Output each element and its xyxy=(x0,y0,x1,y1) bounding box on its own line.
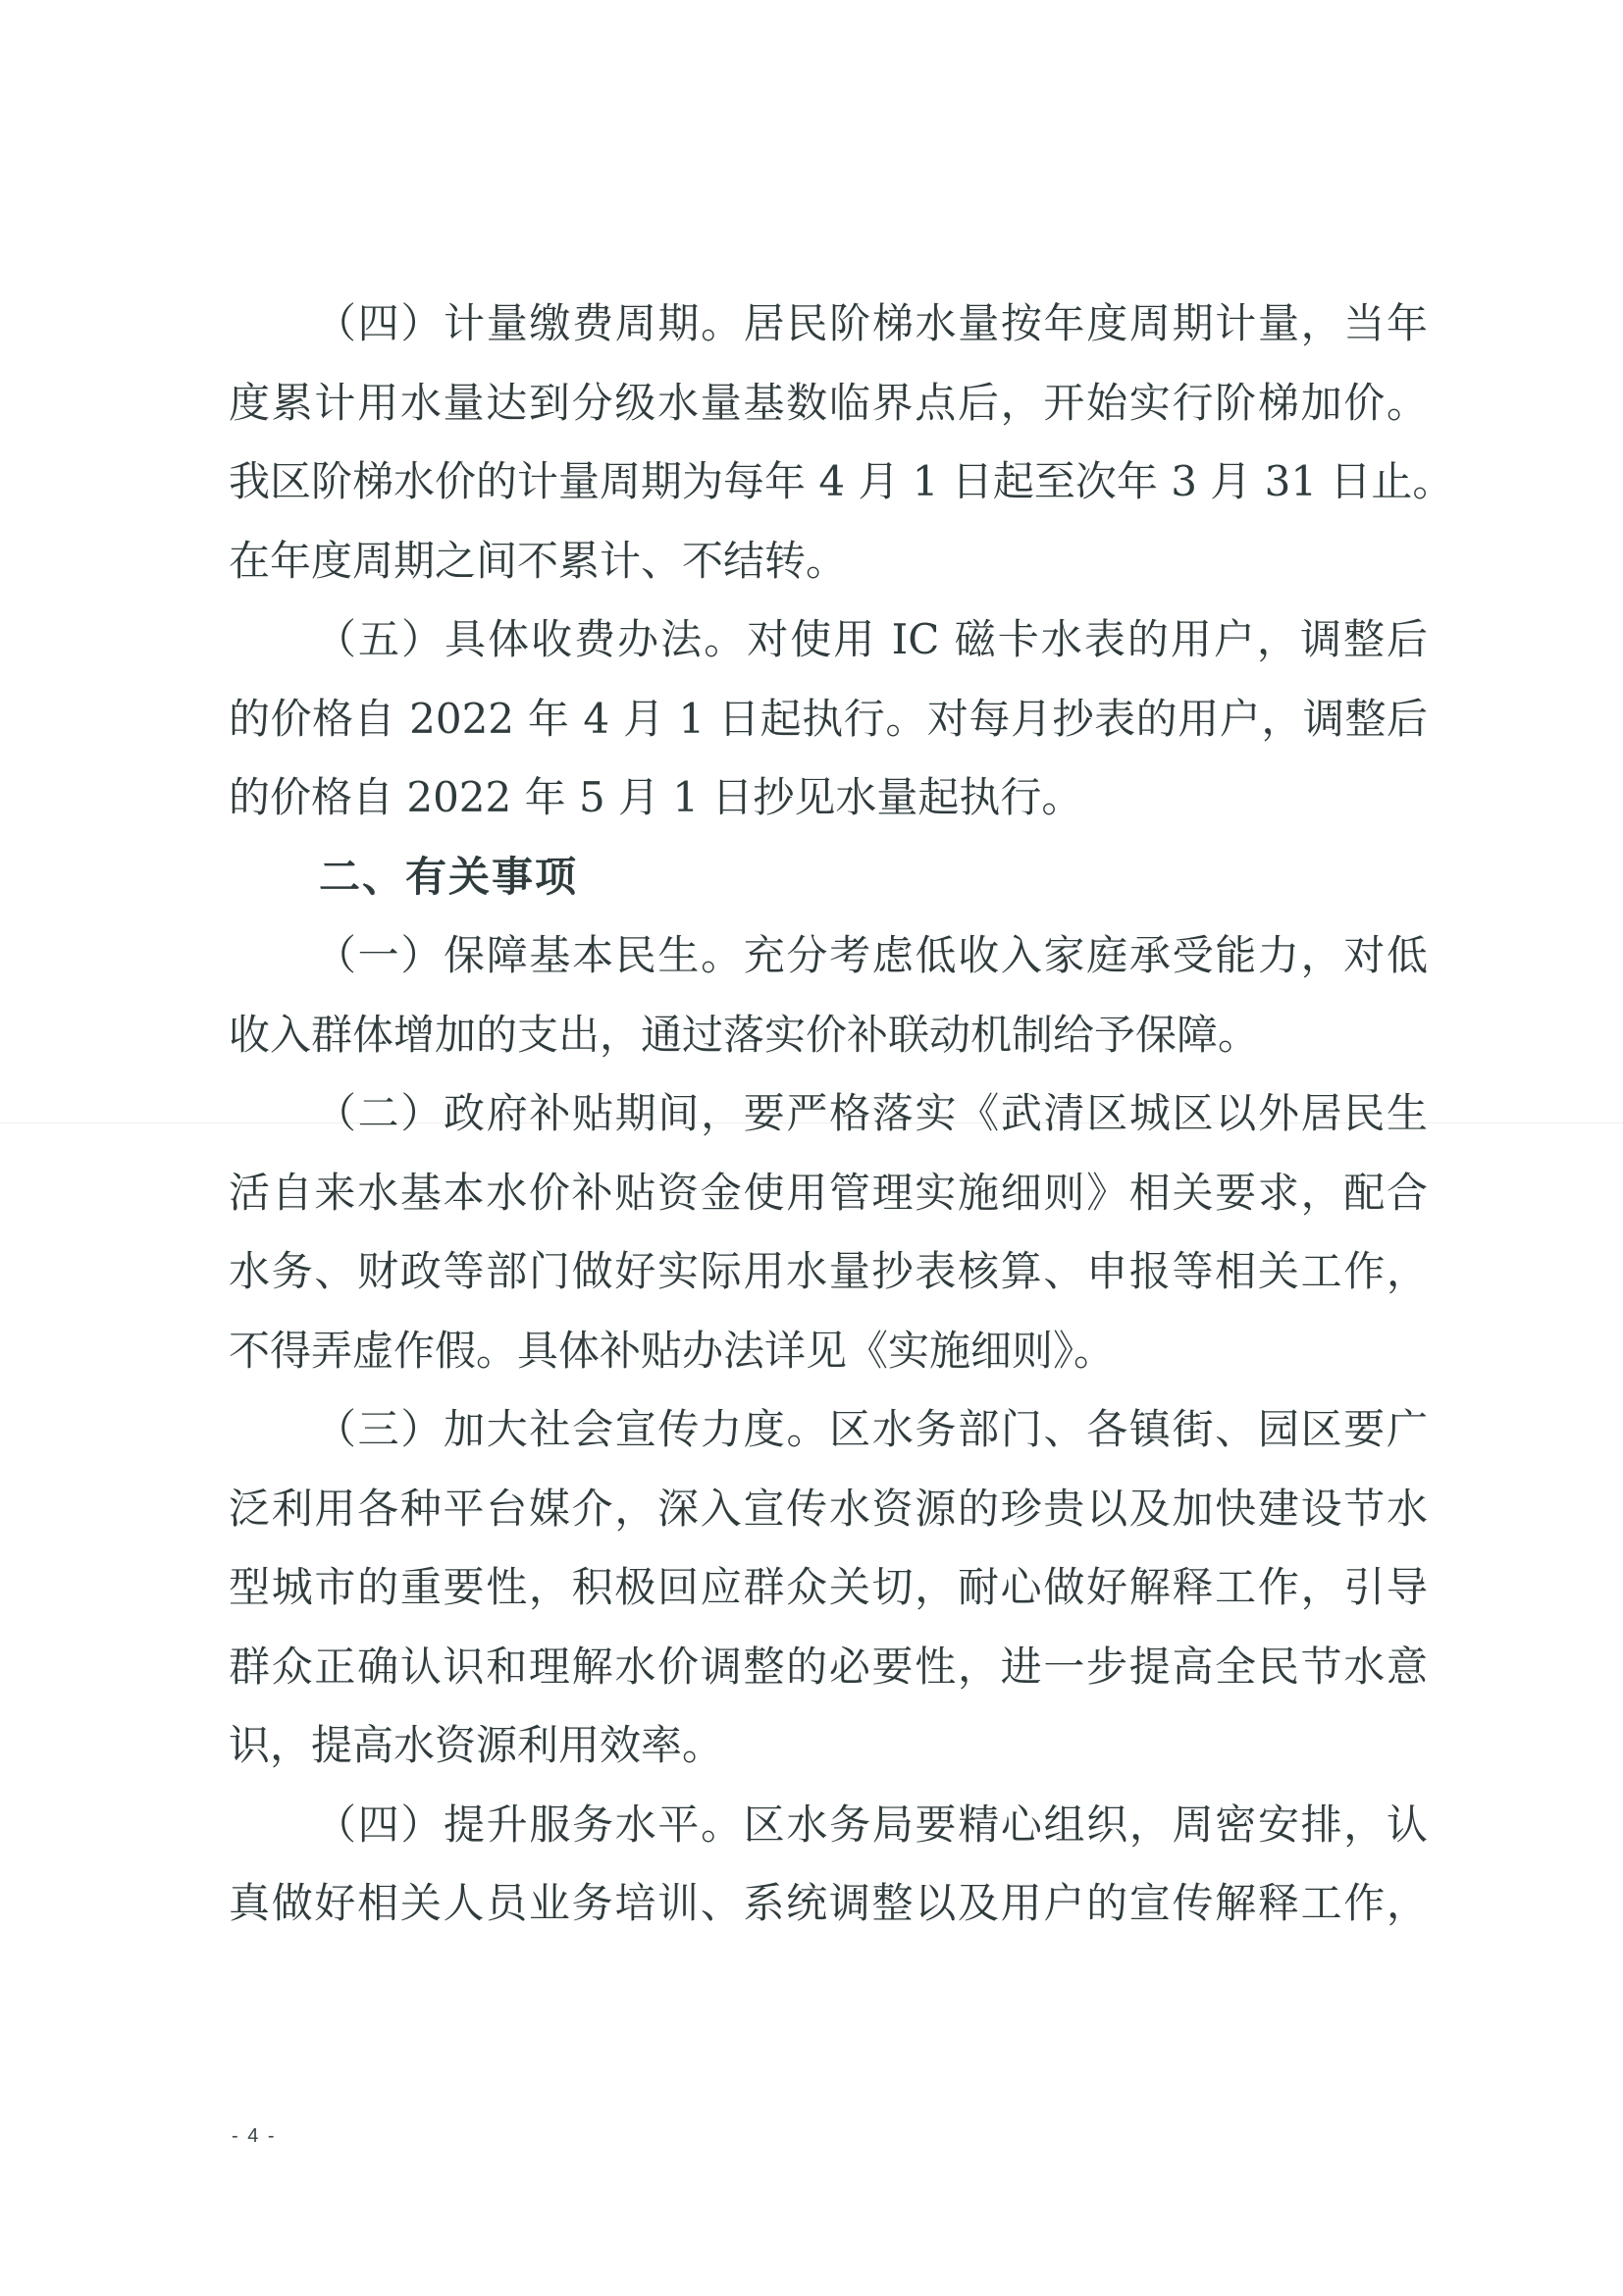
paragraph-metering-cycle xyxy=(229,294,1454,610)
paragraph-line: （四）提升服务水平。区水务局要精心组织，周密安排，认 xyxy=(315,1800,1428,1849)
paragraph-line: 我区阶梯水价的计量周期为每年 4 月 1 日起至次年 3 月 31 日止。 xyxy=(229,457,1454,505)
paragraph-line: 水务、财政等部门做好实际用水量抄表核算、申报等相关工作， xyxy=(229,1247,1428,1295)
paragraph-line: （四）计量缴费周期。居民阶梯水量按年度周期计量，当年 xyxy=(315,299,1428,347)
paragraph-billing-method xyxy=(229,610,1428,848)
paragraph-line: 识，提高水资源利用效率。 xyxy=(229,1721,724,1769)
document-body xyxy=(229,294,1454,1954)
paragraph-line: 型城市的重要性，积极回应群众关切，耐心做好解释工作，引导 xyxy=(229,1563,1428,1611)
paragraph-service-level xyxy=(229,1796,1428,1954)
paragraph-line: 群众正确认识和理解水价调整的必要性，进一步提高全民节水意 xyxy=(229,1642,1428,1691)
paragraph-line: （五）具体收费办法。对使用 IC 磁卡水表的用户，调整后 xyxy=(315,615,1428,663)
paragraph-line: （三）加大社会宣传力度。区水务部门、各镇街、园区要广 xyxy=(315,1405,1428,1453)
paragraph-subsidy-period xyxy=(229,1084,1428,1400)
paragraph-line: 真做好相关人员业务培训、系统调整以及用户的宣传解释工作， xyxy=(229,1879,1428,1927)
paragraph-line: 泛利用各种平台媒介，深入宣传水资源的珍贵以及加快建设节水 xyxy=(229,1484,1428,1533)
paragraph-line: 不得弄虚作假。具体补贴办法详见《实施细则》。 xyxy=(229,1326,1116,1375)
paragraph-line: 在年度周期之间不累计、不结转。 xyxy=(229,536,848,585)
paragraph-line: 收入群体增加的支出，通过落实价补联动机制给予保障。 xyxy=(229,1010,1260,1059)
paragraph-line: 的价格自 2022 年 5 月 1 日抄见水量起执行。 xyxy=(229,773,1083,821)
paragraph-line: 的价格自 2022 年 4 月 1 日起执行。对每月抄表的用户，调整后 xyxy=(229,694,1428,743)
page-number: - 4 - xyxy=(232,2125,277,2147)
section-heading: 二、有关事项 xyxy=(319,852,579,901)
paragraph-line: （一）保障基本民生。充分考虑低收入家庭承受能力，对低 xyxy=(315,931,1428,979)
paragraph-line: （二）政府补贴期间，要严格落实《武清区城区以外居民生 xyxy=(315,1089,1428,1137)
paragraph-basic-livelihood xyxy=(229,926,1428,1084)
paragraph-line: 度累计用水量达到分级水量基数临界点后，开始实行阶梯加价。 xyxy=(229,378,1428,427)
paragraph-line: 活自来水基本水价补贴资金使用管理实施细则》相关要求，配合 xyxy=(229,1168,1428,1217)
paragraph-publicity xyxy=(229,1400,1428,1796)
